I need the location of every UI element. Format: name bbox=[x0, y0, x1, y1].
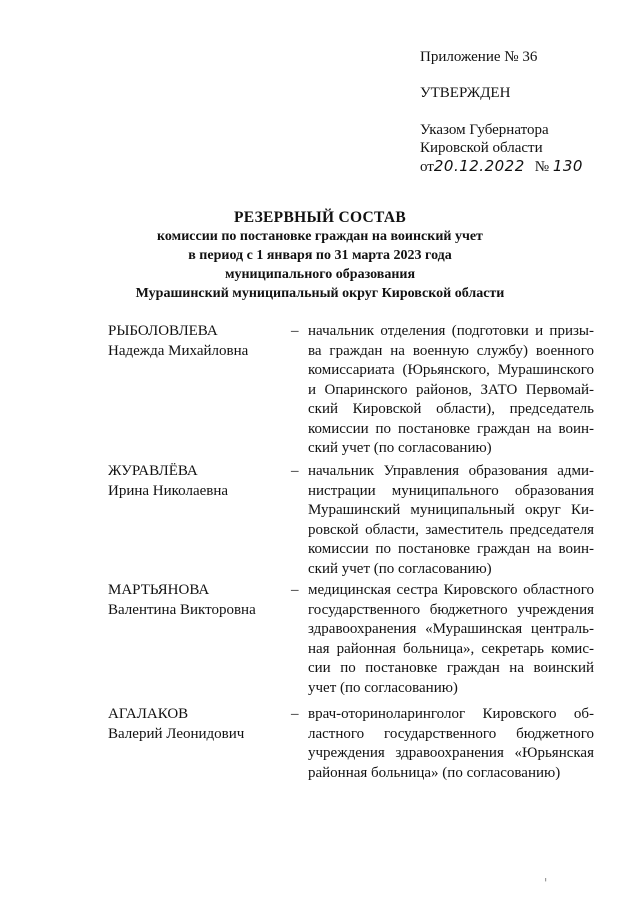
member-given-names: Валентина Викторовна bbox=[108, 601, 256, 618]
title-line-4: муниципального образования bbox=[224, 267, 416, 282]
role-line: Мурашинский муниципальный округ Ки- bbox=[308, 502, 594, 518]
role-line: и Опаринского районов, ЗАТО Первомай- bbox=[308, 381, 594, 398]
document-header bbox=[420, 48, 630, 176]
member-name bbox=[108, 322, 288, 361]
role-line: ная районная больница», секретарь комис- bbox=[308, 640, 594, 657]
role-line: нистрации муниципального образования bbox=[308, 482, 594, 499]
member-name bbox=[108, 581, 288, 620]
title-line-3: в период с 1 января по 31 марта 2023 года bbox=[188, 248, 452, 263]
title-main: РЕЗЕРВНЫЙ СОСТАВ bbox=[233, 209, 407, 226]
role-line: ва граждан на военную службу) военного bbox=[308, 342, 594, 359]
member-surname: МАРТЬЯНОВА bbox=[108, 582, 210, 598]
dash-separator: – bbox=[291, 463, 299, 479]
member-role bbox=[308, 581, 594, 698]
document-title bbox=[60, 208, 580, 303]
member-name bbox=[108, 462, 288, 501]
handwritten-date: 20.12.2022 bbox=[433, 157, 525, 175]
role-line: ский Кировской области), председатель bbox=[308, 401, 594, 417]
dash-separator: – bbox=[291, 323, 299, 339]
role-line: комиссии по постановке граждан на воин- bbox=[308, 420, 594, 437]
decree-date-number bbox=[420, 157, 630, 176]
role-line: здравоохранения «Мурашинская централь- bbox=[308, 621, 594, 637]
member-name bbox=[108, 705, 288, 744]
role-line: учреждения здравоохранения «Юрьянская bbox=[308, 745, 594, 761]
role-line: комиссариата (Юрьянского, Мурашинского bbox=[308, 362, 594, 378]
role-line: сии по постановке граждан на воинский bbox=[308, 660, 594, 676]
role-line: ский учет (по согласованию) bbox=[308, 440, 492, 456]
member-given-names: Валерий Леонидович bbox=[108, 725, 245, 742]
role-line: государственного бюджетного учреждения bbox=[308, 601, 594, 618]
role-line: начальник отделения (подготовки и призы- bbox=[308, 323, 594, 339]
handwritten-number: 130 bbox=[552, 157, 583, 175]
member-role bbox=[308, 462, 594, 579]
member-role bbox=[308, 322, 594, 459]
member-surname: РЫБОЛОВЛЕВА bbox=[108, 323, 218, 339]
approved-label: УТВЕРЖДЕН bbox=[420, 85, 511, 101]
member-given-names: Надежда Михайловна bbox=[108, 342, 249, 359]
title-line-2: комиссии по постановке граждан на воинский учет bbox=[157, 229, 483, 244]
role-line: ластного государственного бюджетного bbox=[308, 725, 594, 742]
role-line: медицинская сестра Кировского областного bbox=[308, 582, 594, 598]
role-line: комиссии по постановке граждан на воин- bbox=[308, 541, 594, 557]
dash-separator: – bbox=[291, 582, 299, 598]
title-line-5: Мурашинский муниципальный округ Кировской области bbox=[135, 286, 505, 301]
member-role bbox=[308, 705, 594, 783]
member-given-names: Ирина Николаевна bbox=[108, 482, 229, 499]
decree-line-2: Кировской области bbox=[420, 140, 543, 156]
decree-line-1: Указом Губернатора bbox=[420, 122, 549, 138]
role-line: ский учет (по согласованию) bbox=[308, 560, 492, 577]
number-prefix: № bbox=[534, 159, 550, 175]
member-surname: АГАЛАКОВ bbox=[108, 706, 189, 722]
margin-mark: ' bbox=[544, 876, 548, 890]
role-line: начальник Управления образования адми- bbox=[308, 463, 594, 479]
role-line: учет (по согласованию) bbox=[308, 679, 458, 696]
role-line: районная больница» (по согласованию) bbox=[308, 764, 561, 781]
appendix-label: Приложение № 36 bbox=[420, 49, 538, 65]
member-surname: ЖУРАВЛЁВА bbox=[108, 463, 198, 479]
dash-separator: – bbox=[291, 706, 299, 722]
date-prefix: от bbox=[420, 159, 434, 175]
role-line: ровской области, заместитель председателя bbox=[308, 521, 594, 538]
role-line: врач-оториноларинголог Кировского об- bbox=[308, 706, 594, 722]
